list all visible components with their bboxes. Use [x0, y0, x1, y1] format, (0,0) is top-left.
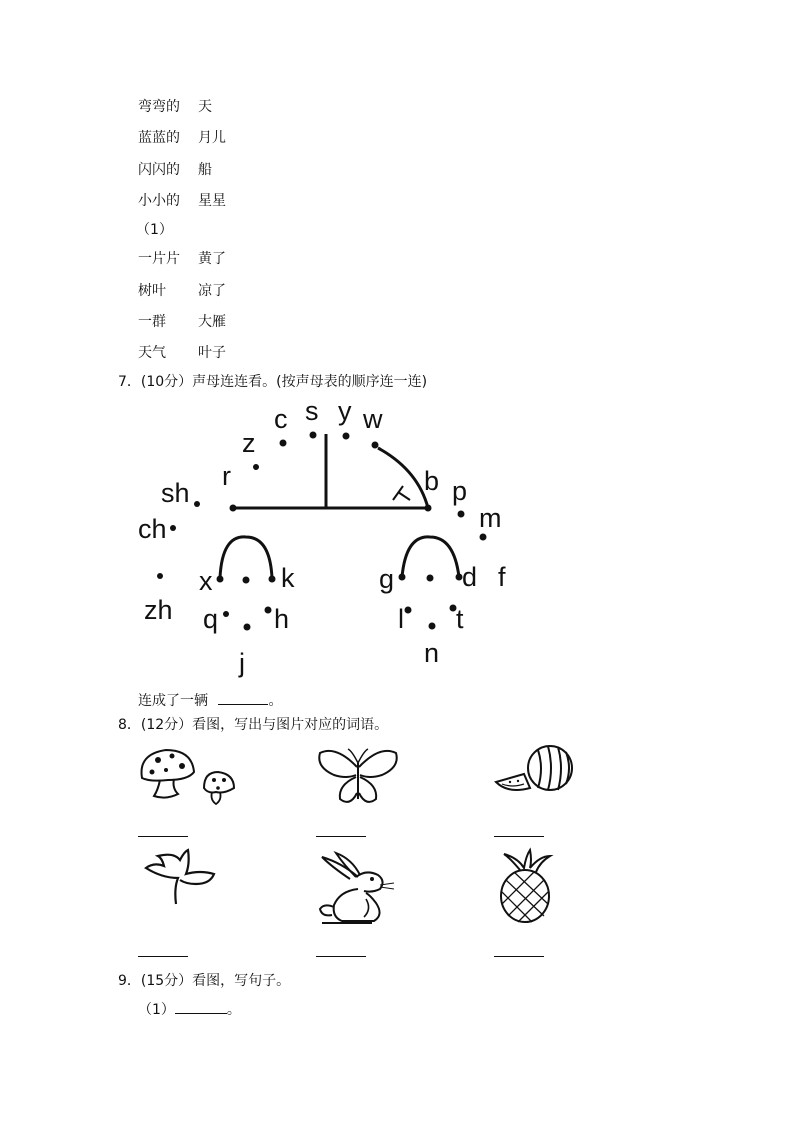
dot-r [230, 505, 237, 512]
dot-mid-left [243, 577, 250, 584]
dot-w [372, 442, 379, 449]
dot-h [265, 607, 272, 614]
letter-j: j [239, 648, 245, 678]
letter-t: t [456, 604, 464, 634]
dot-n [429, 623, 436, 630]
dot-y [343, 433, 350, 440]
letter-n: n [424, 638, 440, 668]
letter-l: l [398, 604, 404, 634]
letter-b: b [424, 466, 440, 496]
match2-right-1: 黄了 [198, 251, 226, 267]
match-right-1: 天 [198, 99, 212, 115]
q7-answer-suffix: 。 [268, 693, 283, 709]
match-left-4: 小小的 [138, 193, 180, 209]
dot-m [480, 534, 487, 541]
q7-answer [138, 690, 282, 710]
car-arc [378, 448, 428, 508]
dot-x [217, 576, 224, 583]
dot-s [310, 432, 317, 439]
q7-answer-prefix: 连成了一辆 [138, 693, 208, 709]
q9-title: 9．(15分）看图，写句子。 [118, 973, 291, 989]
dot-sh [194, 501, 200, 507]
mushroom-icon [138, 744, 238, 814]
dot-mid-right [427, 575, 434, 582]
match-right-3: 船 [198, 162, 212, 178]
q9-sub1-suffix: 。 [226, 1002, 241, 1018]
butterfly-icon [316, 745, 400, 809]
dot-l [405, 607, 412, 614]
dot-c [280, 440, 287, 447]
q9-sub1-label: （1） [138, 1002, 175, 1018]
letter-x: x [199, 566, 213, 596]
letter-y: y [338, 396, 352, 426]
match2-right-2: 凉了 [198, 283, 226, 299]
q8-title: 8．(12分）看图，写出与图片对应的词语。 [118, 717, 389, 733]
q9-sub1 [138, 999, 241, 1019]
dot-q [223, 611, 229, 617]
match2-right-4: 叶子 [198, 345, 226, 361]
match2-right-3: 大雁 [198, 314, 226, 330]
match-left-3: 闪闪的 [138, 162, 180, 178]
sub-label-1: （1） [136, 222, 173, 238]
dot-ch [170, 525, 176, 531]
letter-h: h [274, 604, 290, 634]
right-wheel-arc [402, 537, 459, 577]
dot-zh [157, 573, 163, 579]
letter-z: z [242, 428, 256, 458]
rabbit-icon [312, 851, 412, 931]
pineapple-icon [496, 850, 556, 926]
q8-blank-1[interactable] [138, 836, 188, 837]
letter-m: m [479, 503, 502, 533]
letter-s: s [305, 396, 319, 426]
letter-ch: ch [138, 514, 167, 544]
letter-p: p [452, 476, 468, 506]
letter-q: q [203, 604, 219, 634]
letter-f: f [498, 562, 506, 592]
q9-sub1-blank[interactable] [175, 999, 227, 1014]
watermelon-icon [494, 744, 578, 798]
match-right-2: 月儿 [198, 130, 226, 146]
letter-k: k [281, 563, 295, 593]
match-left-2: 蓝蓝的 [138, 130, 180, 146]
q7-title: 7．(10分）声母连连看。(按声母表的顺序连一连) [118, 374, 428, 390]
q8-blank-4[interactable] [138, 956, 188, 957]
letter-w: w [363, 404, 383, 434]
q8-blank-2[interactable] [316, 836, 366, 837]
q7-answer-blank[interactable] [218, 690, 268, 705]
dot-g [399, 574, 406, 581]
match2-left-2: 树叶 [138, 283, 166, 299]
dot-j [244, 624, 251, 631]
letter-sh: sh [161, 478, 190, 508]
dot-k [269, 576, 276, 583]
match2-left-1: 一片片 [138, 251, 180, 267]
dot-b [425, 505, 432, 512]
match2-left-3: 一群 [138, 314, 166, 330]
dots [157, 428, 487, 634]
q8-blank-6[interactable] [494, 956, 544, 957]
q8-blank-3[interactable] [494, 836, 544, 837]
dot-p [458, 511, 465, 518]
leaf-icon [140, 848, 224, 908]
match-right-4: 星星 [198, 193, 226, 209]
letter-zh: zh [144, 595, 173, 625]
left-wheel-arc [220, 537, 272, 578]
car-bracket [393, 486, 410, 500]
letter-g: g [379, 564, 395, 594]
match-left-1: 弯弯的 [138, 99, 180, 115]
q8-blank-5[interactable] [316, 956, 366, 957]
dot-z [253, 464, 259, 470]
letter-r: r [222, 461, 231, 491]
match2-left-4: 天气 [138, 345, 166, 361]
letter-d: d [462, 562, 478, 592]
letter-c: c [274, 404, 288, 434]
